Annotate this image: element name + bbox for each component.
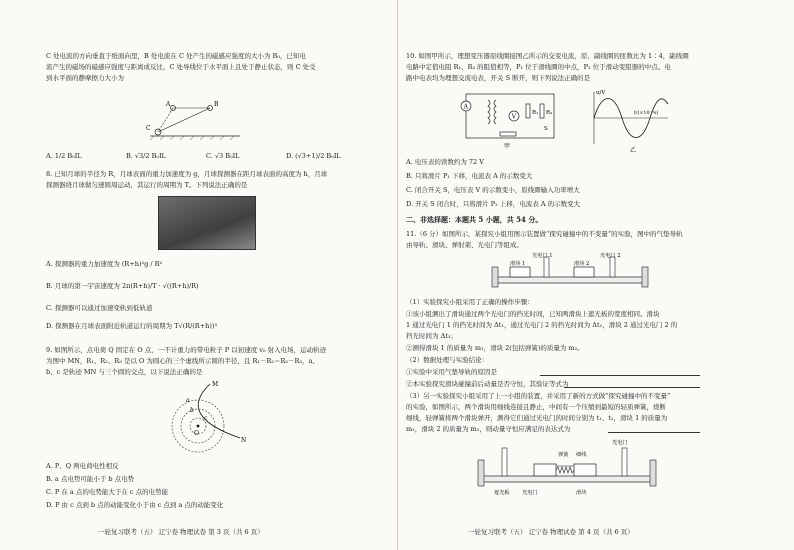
q10-label-yi: 乙 [630, 147, 637, 154]
q8-line-2: 探测器绕月球做匀速圆周运动，其运行的周期为 T。下列说法正确的是 [46, 181, 248, 189]
q9-option-b: B. a 点电势可能小于 b 点电势 [46, 475, 135, 483]
q10-line-1: 10. 如图甲所示，理想变压器原线圈接图乙所示的交变电流，原、副线圈的匝数比为 1∶4，副线圈 [406, 52, 689, 60]
q8-line-1: 8. 已知月球的半径为 R，月球表面的重力加速度为 g，月球探测器在距月球表面的高度为 h，月球 [46, 170, 328, 178]
q11-part3-line-2: 的实验，如图所示，两个滑块用细线连接且静止，中间有一个压缩到最短的轻质弹簧，烧断 [406, 403, 666, 411]
q11-part3-line-3: 细线，轻弹簧将两个滑块弹开，测得它们通过光电门的时间分别为 t₁、t₂，滑块 1 的质量为 [406, 414, 668, 422]
q11-blank-2-text: ②本实验探究滑块碰撞前后动量是否守恒，其验证等式为 [406, 380, 569, 388]
q11-label-gate-left: 光电门 [522, 490, 538, 496]
page-4-footer: 一轮复习联考（五） 辽宁卷 物理试卷 第 4 页（共 6 页） [468, 528, 634, 536]
q9-line-2: 为图中 MN，R₁、R₂、R₃ 是以 O 为圆心的三个虚线所示圆的半径，且 R₁－R₂＝R₂－R₃，a、 [46, 357, 319, 365]
q11-part3-line-4: m₁，滑块 2 的质量为 m₂，则动量守恒应满足的表达式为 [406, 425, 571, 433]
q9-label-o: O [194, 430, 199, 437]
q11-label-slider-1: 滑块 1 [510, 261, 526, 267]
q10-circuit-diagram [460, 86, 560, 152]
q7-option-d: D. (√3+1)/2 B₀IL [286, 152, 341, 160]
q7-option-c: C. √3 B₀IL [206, 152, 240, 160]
q11-answer-blank-2[interactable] [564, 380, 700, 388]
q9-option-c: C. P 在 a 点的电势能大于在 c 点的电势能 [46, 488, 169, 496]
q11-blank-1-text: ①实验中采用气垫导轨的原因是 [406, 368, 497, 376]
q7-option-b: B. √3/2 B₀IL [126, 152, 166, 160]
q9-label-c: c [204, 415, 208, 422]
q10-line-3: 路中电表均为理想交流电表，开关 S 断开，则下列说法正确的是 [406, 74, 591, 82]
q8-option-b: B. 月球的第一宇宙速度为 2π(R+h)/T · √((R+h)/R) [46, 282, 199, 290]
section-heading: 二、非选择题：本题共 5 小题，共 54 分。 [406, 215, 543, 224]
q11-label-slider-2: 滑块 2 [574, 261, 590, 267]
q9-label-n: N [241, 437, 247, 444]
q10-axis-u: u/V [596, 90, 606, 96]
q9-option-a: A. P、Q 两电荷电性相反 [46, 462, 119, 470]
q11-label-spring: 弹簧 [558, 452, 569, 458]
q11-airtrack-diagram [488, 253, 658, 291]
q9-label-b: b [190, 407, 194, 414]
q10-axis-t: t/(×10⁻²s) [634, 111, 659, 116]
q11-step-2: ②测得滑块 1 的质量为 m₁，滑块 2(包括弹簧)的质量为 m₂。 [406, 344, 584, 352]
page-3-footer: 一轮复习联考（五） 辽宁卷 物理试卷 第 3 页（共 6 页） [98, 528, 264, 536]
q9-label-a: a [186, 397, 190, 404]
q7-label-b: B [214, 101, 219, 108]
q10-line-2: 电路中定值电阻 R₁、R₂ 的阻值相等，P₁ 位于滑线圈的中点，P₂ 位于滑动变阻器的中点。电 [406, 63, 671, 71]
q10-label-s: S [544, 126, 548, 132]
q11-step-1-line-2: 1 通过光电门 1 的挡光时间为 Δt₁，通过光电门 2 的挡光时间为 Δt₂，滑块 2 通过光电门 2 的 [406, 321, 678, 329]
q9-line-1: 9. 如图所示，点电荷 Q 固定在 O 点，一不计重力的带电粒子 P 以初速度 v₀ 射入电场，运动轨迹 [46, 346, 327, 354]
q11-label-slider: 滑块 [576, 490, 587, 496]
q11-answer-blank-3[interactable] [608, 425, 700, 433]
q10-option-d: D. 开关 S 闭合时，只将滑片 P₂ 上移，电流表 A 的示数变大 [406, 200, 581, 208]
q9-diagram [150, 380, 250, 454]
q9-line-3: b、c 是轨迹 MN 与三个圆的交点，以下说法正确的是 [46, 368, 203, 376]
q11-spring-diagram [472, 436, 662, 508]
q10-label-r1: R₁ [532, 110, 539, 116]
q10-label-jia: 甲 [504, 143, 511, 150]
q7-line-3: 到水平面的静摩擦力大小为 [46, 74, 124, 82]
q7-label-c: C [146, 125, 151, 132]
q10-ammeter-label: A [463, 103, 468, 111]
q11-data-heading: （2）数据处理与实验结论： [406, 356, 489, 364]
q11-step-1-line-3: 挡光时间为 Δt₃； [406, 332, 457, 340]
q7-line-1: C 处电流的方向垂直于纸面向里，B 处电流在 C 处产生的磁感应强度的大小为 B₀，已知电 [46, 52, 306, 60]
q11-label-string: 细线 [576, 452, 587, 458]
q10-option-c: C. 闭合开关 S，电压表 V 的示数变小，原线圈输入功率增大 [406, 186, 580, 194]
q11-step-1-line-1: ①该小组测出了滑块通过两个光电门的挡光时间，已知两滑块上遮光板的宽度相同。滑块 [406, 310, 660, 318]
q7-line-2: 流产生的磁场的磁感应强度与距离成反比，C 处导线位于水平面上且处于静止状态，则 C 处受 [46, 63, 316, 71]
q10-option-b: B. 只将滑片 P₁ 下移，电流表 A 的示数变大 [406, 172, 533, 180]
lunar-probe-photo [158, 196, 256, 250]
q7-label-a: A [166, 101, 171, 108]
q10-label-r2: R₂ [546, 110, 553, 116]
q10-voltmeter-label: V [511, 113, 517, 121]
q11-label-gate-1: 光电门 1 [532, 253, 553, 259]
q11-label-gate-2: 光电门 2 [600, 253, 621, 259]
q9-option-d: D. P 由 c 点到 b 点的动能变化小于由 c 点到 a 点的动能变化 [46, 501, 224, 509]
q10-option-a: A. 电压表的读数约为 72 V [406, 158, 484, 166]
q7-diagram [140, 96, 250, 144]
q10-waveform-chart [584, 88, 676, 154]
q8-option-d: D. 探测器在月球表面附近轨道运行的周期为 T√(R/(R+h))³ [46, 322, 218, 330]
q7-option-a: A. 1/2 B₀IL [46, 152, 82, 160]
page-4 [398, 0, 794, 550]
q11-step-heading: （1）实验探究小组采用了正确的操作步骤： [406, 298, 534, 306]
q11-line-2: 由导轨、滑块、弹射架、光电门等组成。 [406, 241, 523, 249]
q11-answer-blank-1[interactable] [540, 368, 700, 376]
q11-part3-line-1: （3）另一实验探究小组采用了上一小组的装置，并采用了新的方式做“探究碰撞中的不变量” [406, 392, 671, 400]
q8-option-c: C. 探测器可以通过加速变轨到低轨道 [46, 304, 153, 312]
q11-label-gate-right: 光电门 [612, 440, 628, 446]
q8-option-a: A. 探测器的重力加速度为 (R+h)²g / R² [46, 260, 163, 268]
q11-line-1: 11.（6 分）如图所示，某探究小组用图示装置做“探究碰撞中的不变量”的实验，图中的气垫导轨 [406, 230, 683, 238]
q9-label-m: M [212, 381, 219, 388]
q11-label-shutter: 遮光板 [494, 490, 510, 496]
